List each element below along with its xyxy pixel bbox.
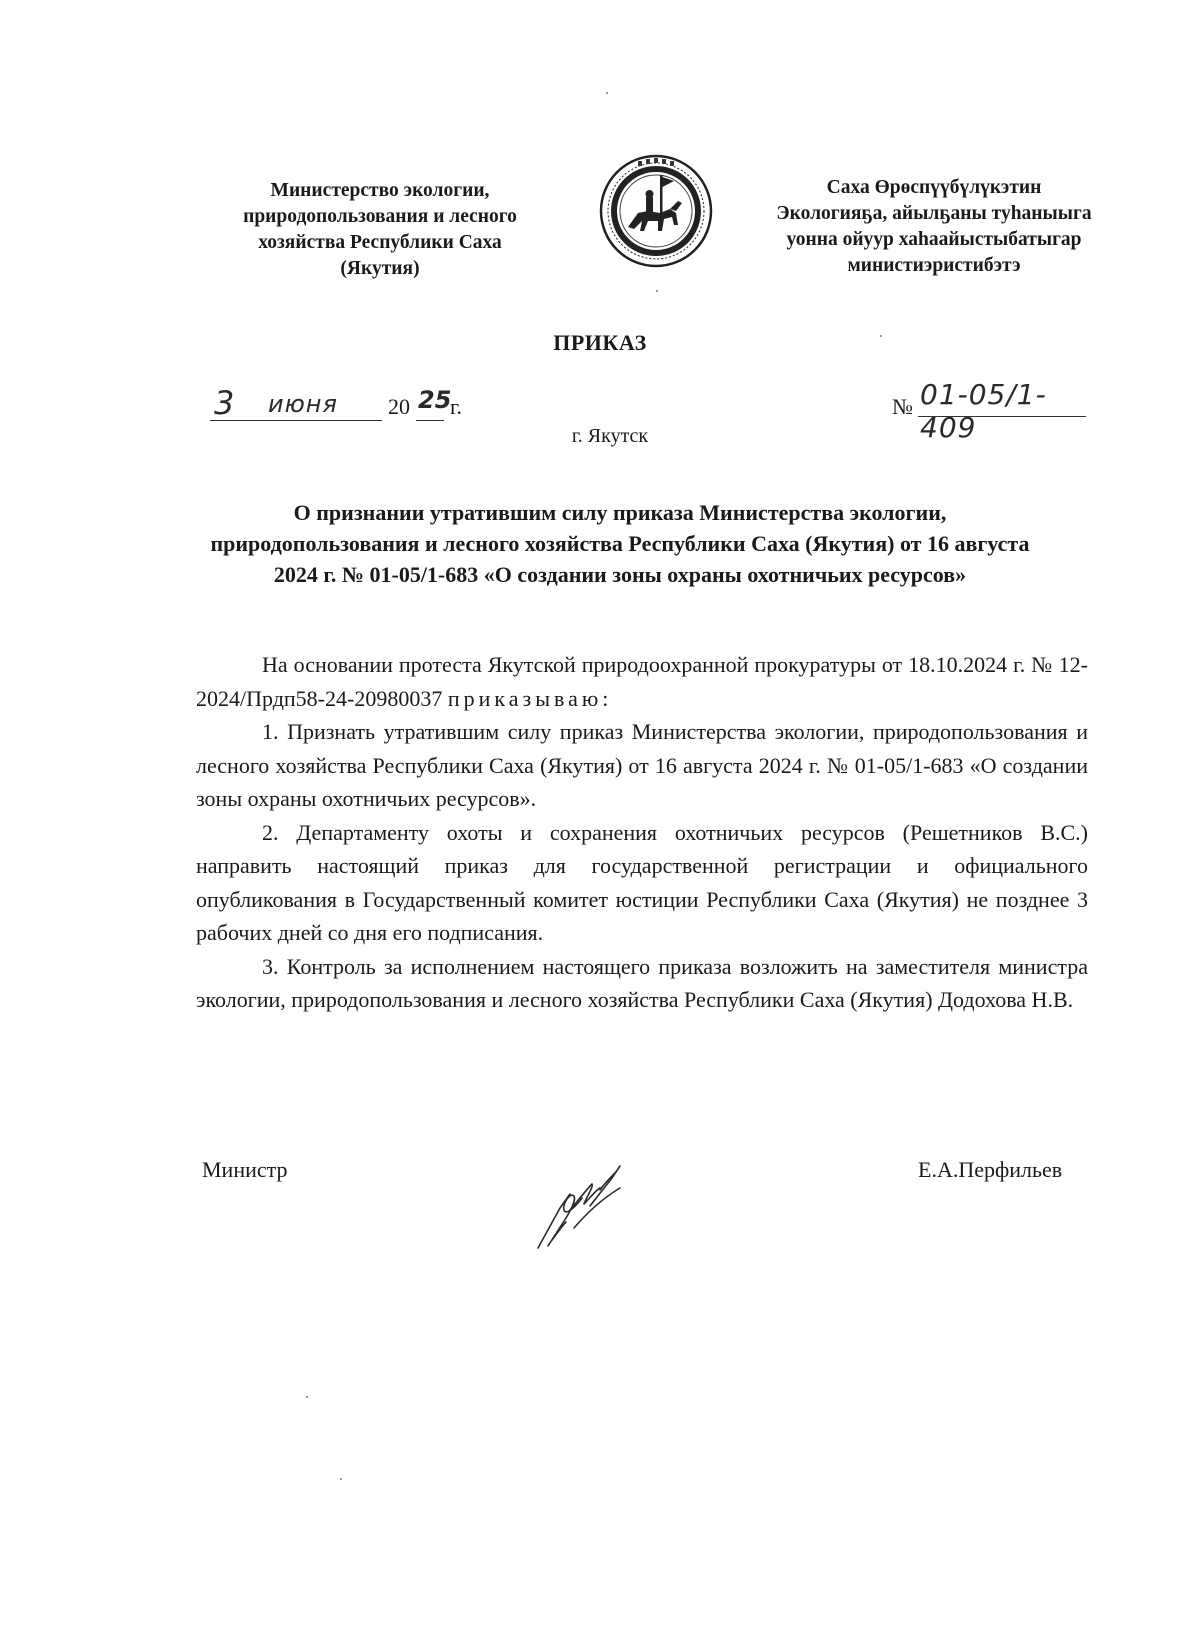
document-body — [196, 648, 1088, 1017]
sakha-republic-coat-of-arms-icon — [598, 153, 714, 269]
signer-role: Министр — [202, 1157, 288, 1182]
body-intro-text: На основании протеста Якутской природоохранной прокуратуры от 18.10.2024 г. № 12-2024/Прдп58-24-20980037 — [196, 652, 1088, 711]
document-title: О признании утратившим силу приказа Министерства экологии, природопользования и лесного хозяйства Республики Саха (Якутия) от 16 августа 2024 г. № 01-05/1-683 «О создании зоны охраны охотничьих ресурсов» — [210, 500, 1030, 587]
number-sign: № — [892, 394, 913, 419]
ministry-line: Министерство экологии, — [270, 180, 490, 201]
body-paragraph-3: 3. Контроль за исполнением настоящего приказа возложить на заместителя министра экологии, природопользования и лесного хозяйства Республики Саха (Якутия) Додохова Н.В. — [196, 953, 1088, 1012]
body-command: приказываю: — [447, 685, 613, 711]
body-paragraph-1: 1. Признать утратившим силу приказ Министерства экологии, природопользования и лесного хозяйства Республики Саха (Якутия) от 16 августа 2024 г. № 01-05/1-683 «О создании зоны охраны охотничьих ресурсов». — [196, 719, 1088, 811]
scan-speck — [880, 335, 882, 337]
signer-name: Е.А.Перфильев — [918, 1157, 1063, 1182]
ministry-line: природопользования и лесного — [243, 206, 517, 227]
number-underline — [918, 416, 1086, 417]
document-city: г. Якутск — [571, 425, 649, 447]
scan-speck — [306, 1396, 308, 1398]
document-number — [892, 378, 1102, 444]
scan-speck — [606, 92, 608, 94]
ministry-line: хозяйства Республики Саха — [258, 232, 502, 253]
date-year-suffix: 25 — [418, 386, 452, 414]
ministry-name-yakut — [748, 175, 1120, 279]
body-intro — [196, 648, 1088, 715]
ministry-line: (Якутия) — [340, 258, 420, 279]
body-paragraph-2: 2. Департаменту охоты и сохранения охотничьих ресурсов (Решетников В.С.) направить настоящий приказ для государственной регистрации и официального опубликования в Государственный комитет юстиции Республики Саха (Якутия) не позднее 3 рабочих дней со дня его подписания. — [196, 819, 1088, 945]
date-year-prefix: 20 — [388, 394, 410, 419]
scan-speck — [656, 290, 658, 292]
ministry-line: министиэристибэтэ — [847, 255, 1021, 276]
ministry-line: Экологияҕа, айылҕаны туһаныыга — [776, 203, 1092, 224]
date-month: июня — [268, 390, 338, 418]
ministry-line: уонна ойуур хаһаайыстыбатыгар — [786, 229, 1082, 250]
ministry-line: Саха Өрөспүүбүлүкэтин — [826, 177, 1042, 198]
number-value: 01-05/1-409 — [920, 378, 1047, 444]
scan-speck — [340, 1478, 342, 1480]
handwritten-signature-icon — [530, 1148, 640, 1253]
document-date — [210, 384, 500, 424]
document-type: ПРИКАЗ — [553, 330, 647, 355]
date-day: 3 — [214, 384, 235, 422]
ministry-name-russian — [200, 178, 560, 282]
date-suffix: г. — [450, 394, 463, 419]
date-underline — [210, 420, 382, 421]
date-year-underline — [416, 420, 444, 421]
